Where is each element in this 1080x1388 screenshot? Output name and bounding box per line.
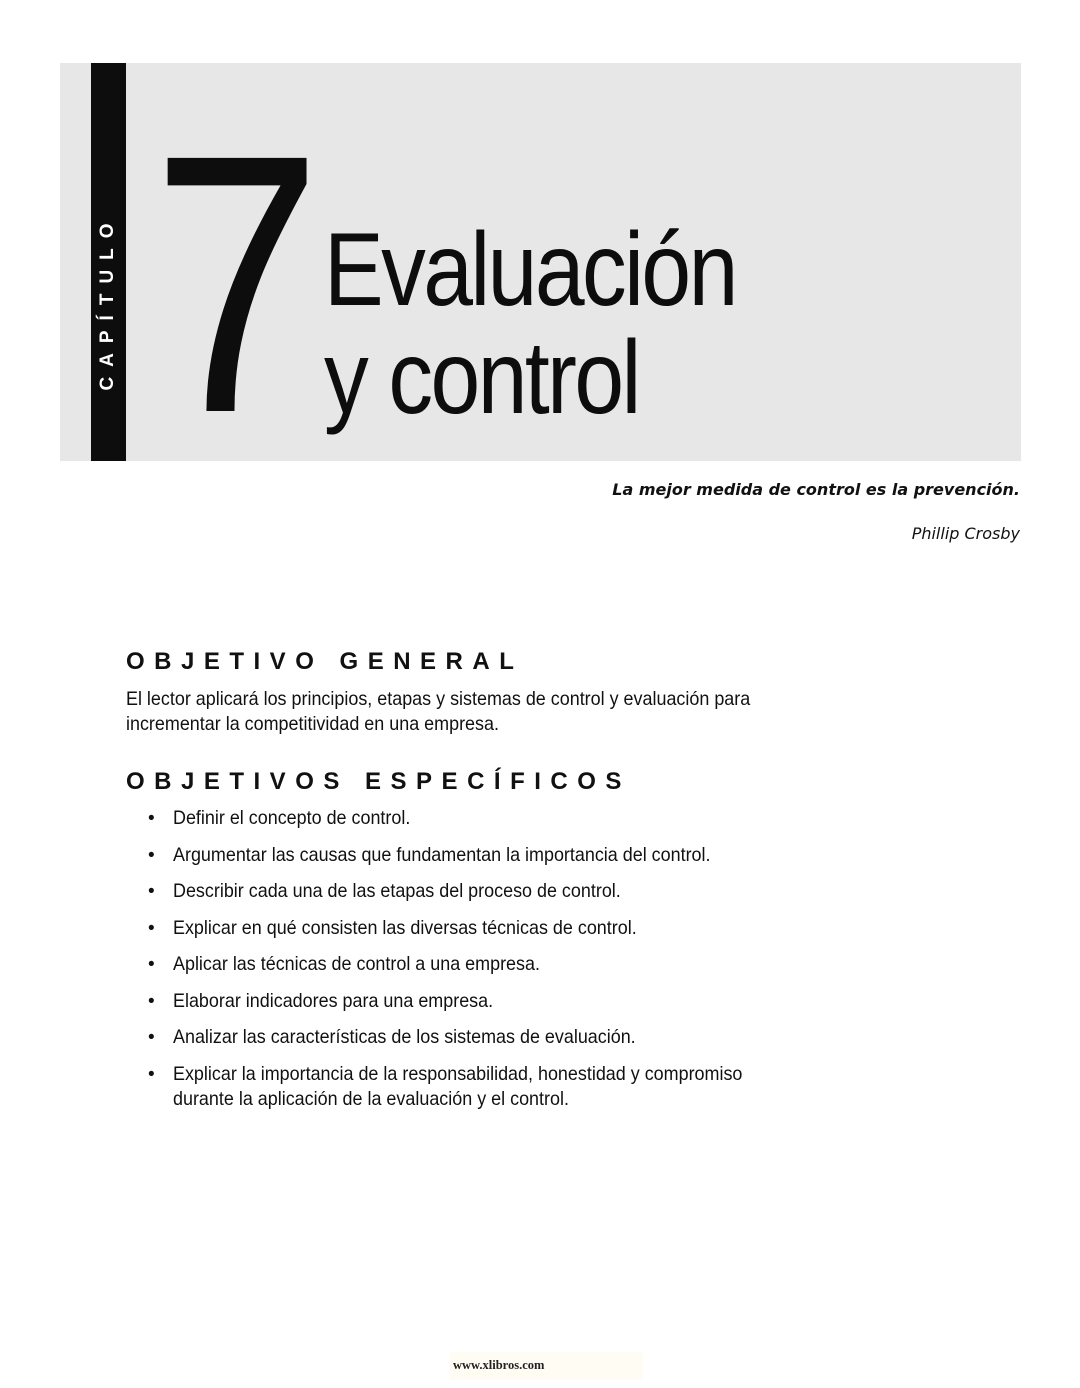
bullet-icon: • (148, 1027, 155, 1048)
specific-objectives-heading: OBJETIVOS ESPECÍFICOS (126, 768, 631, 795)
list-item: • Analizar las características de los sistemas de evaluación. (148, 1025, 828, 1051)
bullet-icon: • (148, 990, 155, 1012)
bullet-icon: • (148, 917, 155, 939)
list-item: • Explicar la importancia de la responsabilidad, honestidad y compromiso durante la aplicación de la evaluación y el control. (148, 1062, 743, 1110)
bullet-icon: • (148, 808, 155, 829)
epigraph-quote: La mejor medida de control es la prevención. (612, 480, 1020, 499)
footer-url: www.xlibros.com (453, 1358, 545, 1372)
chapter-title (324, 212, 736, 436)
list-item: • Definir el concepto de control. (148, 806, 828, 832)
bullet-icon: • (148, 844, 155, 866)
chapter-label: CAPÍTULO (97, 213, 118, 391)
chapter-number: 7 (152, 78, 314, 489)
general-objective-heading: OBJETIVO GENERAL (126, 648, 524, 675)
chapter-title-line-2: y control (324, 320, 639, 436)
chapter-title-line-1: Evaluación (324, 212, 736, 328)
list-item: • Explicar en qué consisten las diversas técnicas de control. (148, 916, 828, 942)
bullet-icon: • (148, 1063, 155, 1085)
list-item: • Argumentar las causas que fundamentan la importancia del control. (148, 843, 828, 869)
bullet-icon: • (148, 954, 155, 975)
epigraph-author: Phillip Crosby (911, 524, 1020, 543)
list-item: • Elaborar indicadores para una empresa. (148, 989, 828, 1015)
list-item: • Describir cada una de las etapas del proceso de control. (148, 879, 828, 905)
list-item: • Aplicar las técnicas de control a una empresa. (148, 952, 828, 978)
bullet-icon: • (148, 881, 155, 902)
specific-objectives-list (148, 806, 828, 1124)
general-objective-text: El lector aplicará los principios, etapas y sistemas de control y evaluación para incrementar la competitividad en una empresa. (126, 688, 751, 735)
